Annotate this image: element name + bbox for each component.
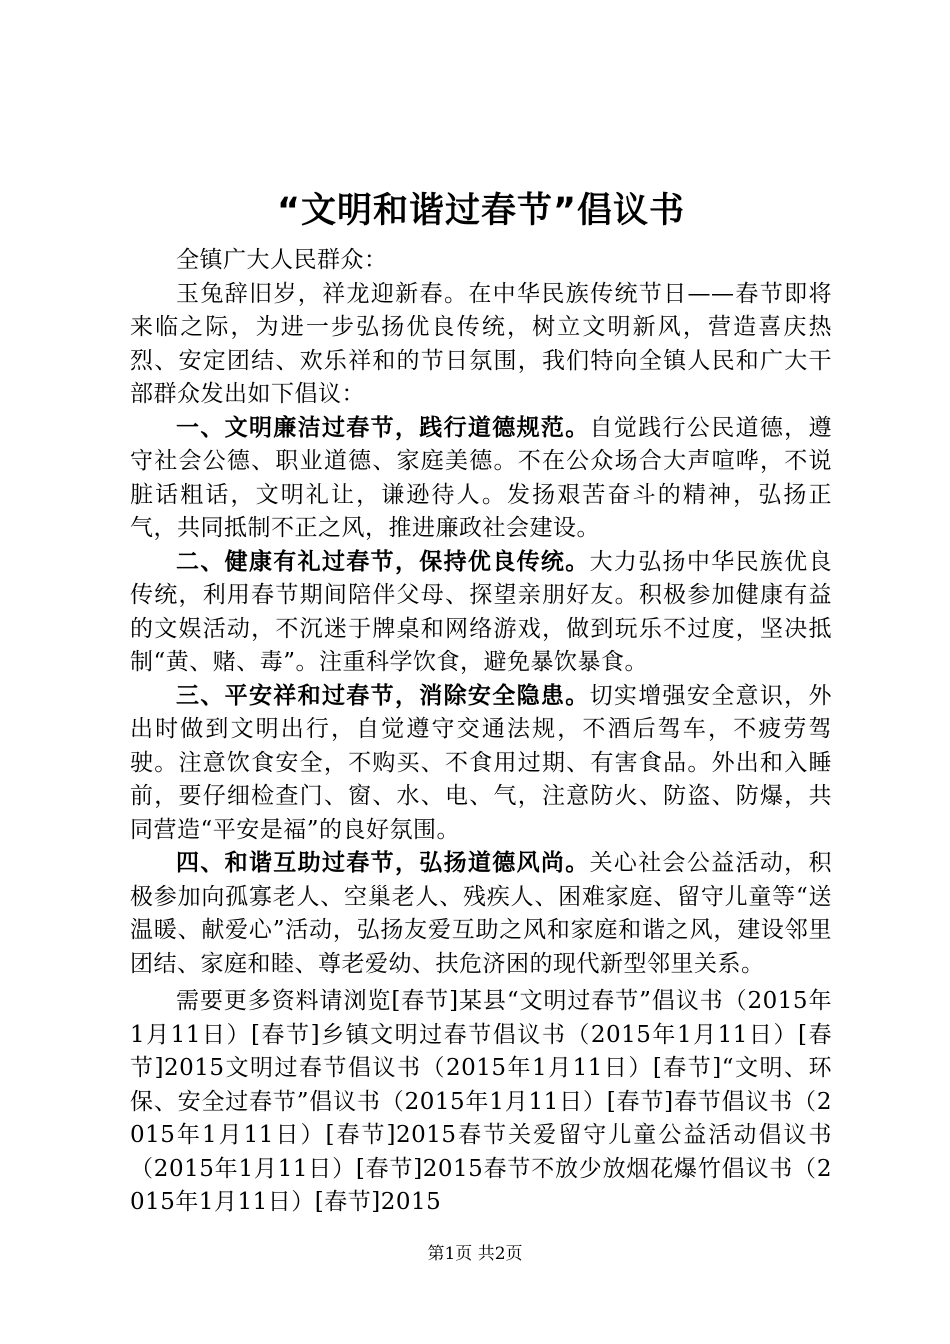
section-3-body: 切实增强安全意识，外出时做到文明出行，自觉遵守交通法规，不酒后驾车，不疲劳驾驶。注意饮食安全，不购买、不食用过期、有害食品。外出和入睡前，要仔细检查门、窗、水、电、气，注意防火、防盗、防爆，共同营造“平安是福”的良好氛围。 — [130, 682, 833, 843]
page-footer: 第1页 共2页 — [427, 1244, 523, 1264]
section-2 — [130, 546, 832, 680]
section-3 — [130, 680, 832, 848]
section-4 — [130, 847, 832, 981]
section-3-heading: 三、平安祥和过春节，消除安全隐患。 — [176, 682, 590, 709]
intro-paragraph: 玉兔辞旧岁，祥龙迎新春。在中华民族传统节日——春节即将来临之际，为进一步弘扬优良传统，树立文明新风，营造喜庆热烈、安定团结、欢乐祥和的节日氛围，我们特向全镇人民和广大干部群众发出如下倡议： — [130, 280, 832, 407]
more-resources-paragraph: 需要更多资料请浏览[春节]某县“文明过春节”倡议书（2015年1月11日）[春节]乡镇文明过春节倡议书（2015年1月11日）[春节]2015文明过春节倡议书（2015年1月11日）[春节]“文明、环保、安全过春节”倡议书（2015年1月11日）[春节]春节倡议书（2015年1月11日）[春节]2015春节关爱留守儿童公益活动倡议书（2015年1月11日）[春节]2015春节不放少放烟花爆竹倡议书（2015年1月11日）[春节]2015 — [130, 988, 832, 1215]
section-2-heading: 二、健康有礼过春节，保持优良传统。 — [176, 548, 590, 575]
section-1 — [130, 412, 832, 546]
document-page — [130, 186, 832, 1220]
section-1-heading: 一、文明廉洁过春节，践行道德规范。 — [176, 414, 590, 441]
document-title: “文明和谐过春节”倡议书 — [276, 191, 685, 231]
salutation: 全镇广大人民群众： — [176, 247, 388, 273]
section-1-body: 自觉践行公民道德，遵守社会公德、职业道德、家庭美德。不在公众场合大声喧哗，不说脏话粗话，文明礼让，谦逊待人。发扬艰苦奋斗的精神，弘扬正气，共同抵制不正之风，推进廉政社会建设。 — [130, 414, 833, 541]
section-2-body: 大力弘扬中华民族优良传统，利用春节期间陪伴父母、探望亲朋好友。积极参加健康有益的文娱活动，不沉迷于牌桌和网络游戏，做到玩乐不过度，坚决抵制“黄、赌、毒”。注重科学饮食，避免暴饮暴食。 — [130, 548, 833, 675]
section-4-heading: 四、和谐互助过春节，弘扬道德风尚。 — [176, 850, 590, 876]
section-4-body: 关心社会公益活动，积极参加向孤寡老人、空巢老人、残疾人、困难家庭、留守儿童等“送温暖、献爱心”活动，弘扬友爱互助之风和家庭和谐之风，建设邻里团结、家庭和睦、尊老爱幼、扶危济困的现代新型邻里关系。 — [130, 850, 833, 977]
